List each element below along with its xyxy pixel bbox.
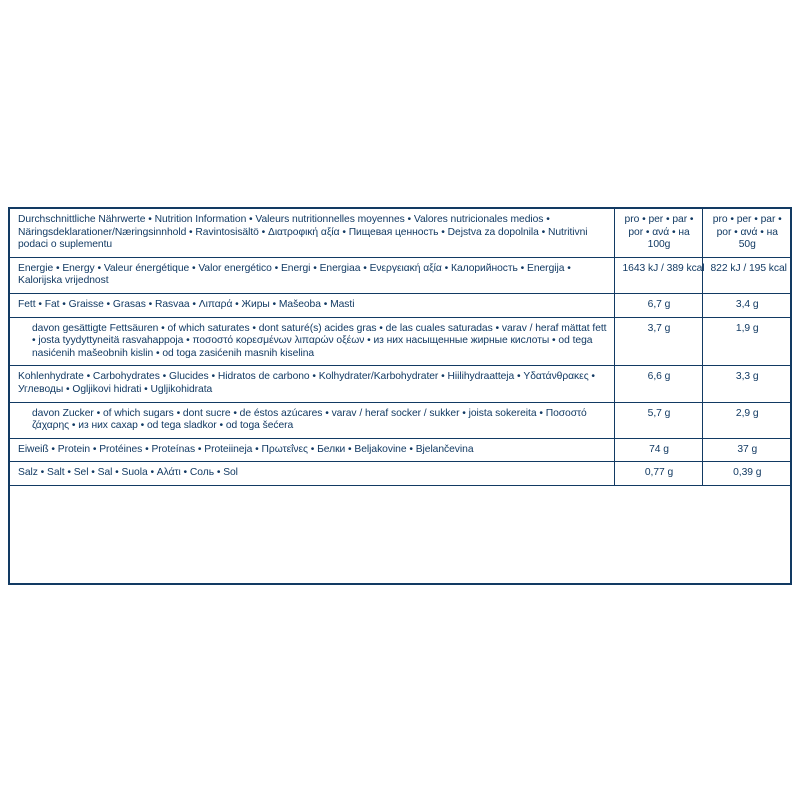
header-col-50g-line2: por • ανά • на (716, 226, 778, 238)
nutrition-panel (8, 207, 792, 585)
nutrient-value-100g: 1643 kJ / 389 kcal (614, 257, 702, 293)
nutrient-label: Energie • Energy • Valeur énergétique • Valor energético • Energi • Energiaa • Ενεργειακή αξία • Калорийность • Energija • Kalorijska vrijednost (10, 257, 614, 293)
table-row (10, 462, 790, 486)
nutrient-value-100g: 6,7 g (614, 293, 702, 317)
nutrient-value-50g: 822 kJ / 195 kcal (702, 257, 790, 293)
nutrient-label: davon gesättigte Fettsäuren • of which saturates • dont saturé(s) acides gras • de las cuales saturadas • varav / heraf mättat fett • josta tyydyttyneitä rasvahappoja • ποσοστό κορεσμένων λιπαρών οξέων • из них насыщенные жирные кислоты • od tega nasićenih mašeobnih kislin • od toga zasićenih masnih kiselina (10, 317, 614, 366)
nutrient-value-50g: 37 g (702, 438, 790, 462)
table-row (10, 317, 790, 366)
table-row (10, 366, 790, 402)
nutrient-value-100g: 74 g (614, 438, 702, 462)
nutrient-value-50g: 2,9 g (702, 402, 790, 438)
nutrient-label: Eiweiß • Protein • Protéines • Proteínas • Proteiineja • Πρωτεΐνες • Белки • Beljakovine • Bjelančevina (10, 438, 614, 462)
header-col-100g-line2: por • ανά • на (628, 226, 690, 238)
table-row (10, 293, 790, 317)
nutrient-value-100g: 6,6 g (614, 366, 702, 402)
nutrient-label: Kohlenhydrate • Carbohydrates • Glucides • Hidratos de carbono • Kolhydrater/Karbohydrater • Hiilihydraatteja • Υδατάνθρακες • Углеводы • Ogljikovi hidrati • Ugljikohidrata (10, 366, 614, 402)
table-empty-area (10, 485, 790, 635)
header-col-100g (614, 209, 702, 257)
nutrient-label: Salz • Salt • Sel • Sal • Suola • Αλάτι • Соль • Sol (10, 462, 614, 486)
nutrient-label: davon Zucker • of which sugars • dont sucre • de éstos azúcares • varav / heraf socker / sukker • joista sokereita • Ποσοστό ζάχαρης • из них сахар • od tega sladkor • od toga šećera (10, 402, 614, 438)
nutrient-label: Fett • Fat • Graisse • Grasas • Rasvaa • Λιπαρά • Жиры • Mašeoba • Masti (10, 293, 614, 317)
header-col-100g-line3: 100g (647, 239, 671, 251)
table-header-row (10, 209, 790, 257)
header-col-50g (702, 209, 790, 257)
nutrient-value-50g: 3,4 g (702, 293, 790, 317)
table-row (10, 402, 790, 438)
table-row (10, 257, 790, 293)
header-col-50g-line3: 50g (738, 239, 756, 251)
header-label: Durchschnittliche Nährwerte • Nutrition Information • Valeurs nutritionnelles moyennes • Valores nutricionales medios • Näringsdeklarationer/Næringsinnhold • Ravintosisältö • Διατροφική αξία • Пищевая ценность • Dejstva za dopolnila • Nutritivni podaci o suplementu (10, 209, 614, 257)
header-col-50g-line1: pro • per • par • (712, 214, 782, 225)
header-col-100g-line1: pro • per • par • (624, 214, 694, 225)
nutrient-value-50g: 0,39 g (702, 462, 790, 486)
nutrient-value-100g: 3,7 g (614, 317, 702, 366)
nutrition-table (10, 209, 790, 635)
table-row (10, 438, 790, 462)
empty-cell-50g (702, 485, 790, 635)
nutrient-value-50g: 3,3 g (702, 366, 790, 402)
empty-cell-label (10, 485, 614, 635)
nutrient-value-100g: 0,77 g (614, 462, 702, 486)
nutrient-value-100g: 5,7 g (614, 402, 702, 438)
nutrient-value-50g: 1,9 g (702, 317, 790, 366)
empty-cell-100g (614, 485, 702, 635)
